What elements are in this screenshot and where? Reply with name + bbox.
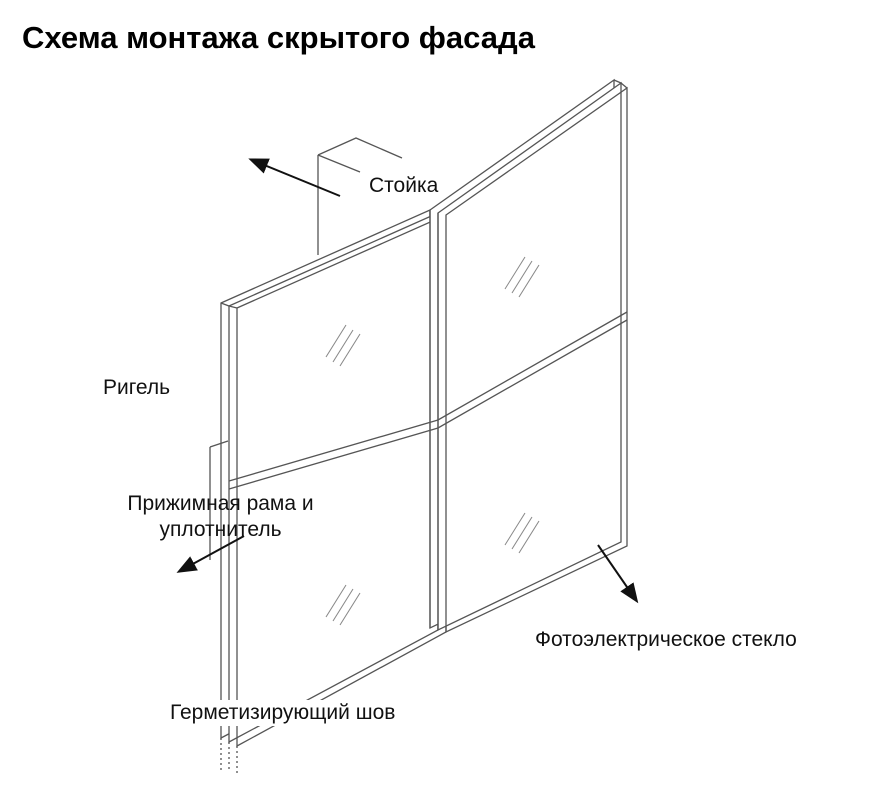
pressure-frame-label-line2: уплотнитель — [159, 518, 282, 541]
mullion-arrow — [252, 160, 340, 196]
photovoltaic-glass-label: Фотоэлектрическое стекло — [535, 628, 797, 651]
right-glass-panel — [430, 80, 627, 632]
diagram-title: Схема монтажа скрытого фасада — [22, 20, 535, 55]
pressure-frame-label-line1: Прижимная рама и — [127, 492, 314, 515]
sealant-joint-label: Герметизирующий шов — [170, 701, 396, 724]
photovoltaic-glass-arrow — [598, 545, 636, 600]
transom-label: Ригель — [103, 376, 171, 399]
pressure-frame-label — [98, 491, 343, 543]
mullion-label: Стойка — [369, 174, 439, 197]
